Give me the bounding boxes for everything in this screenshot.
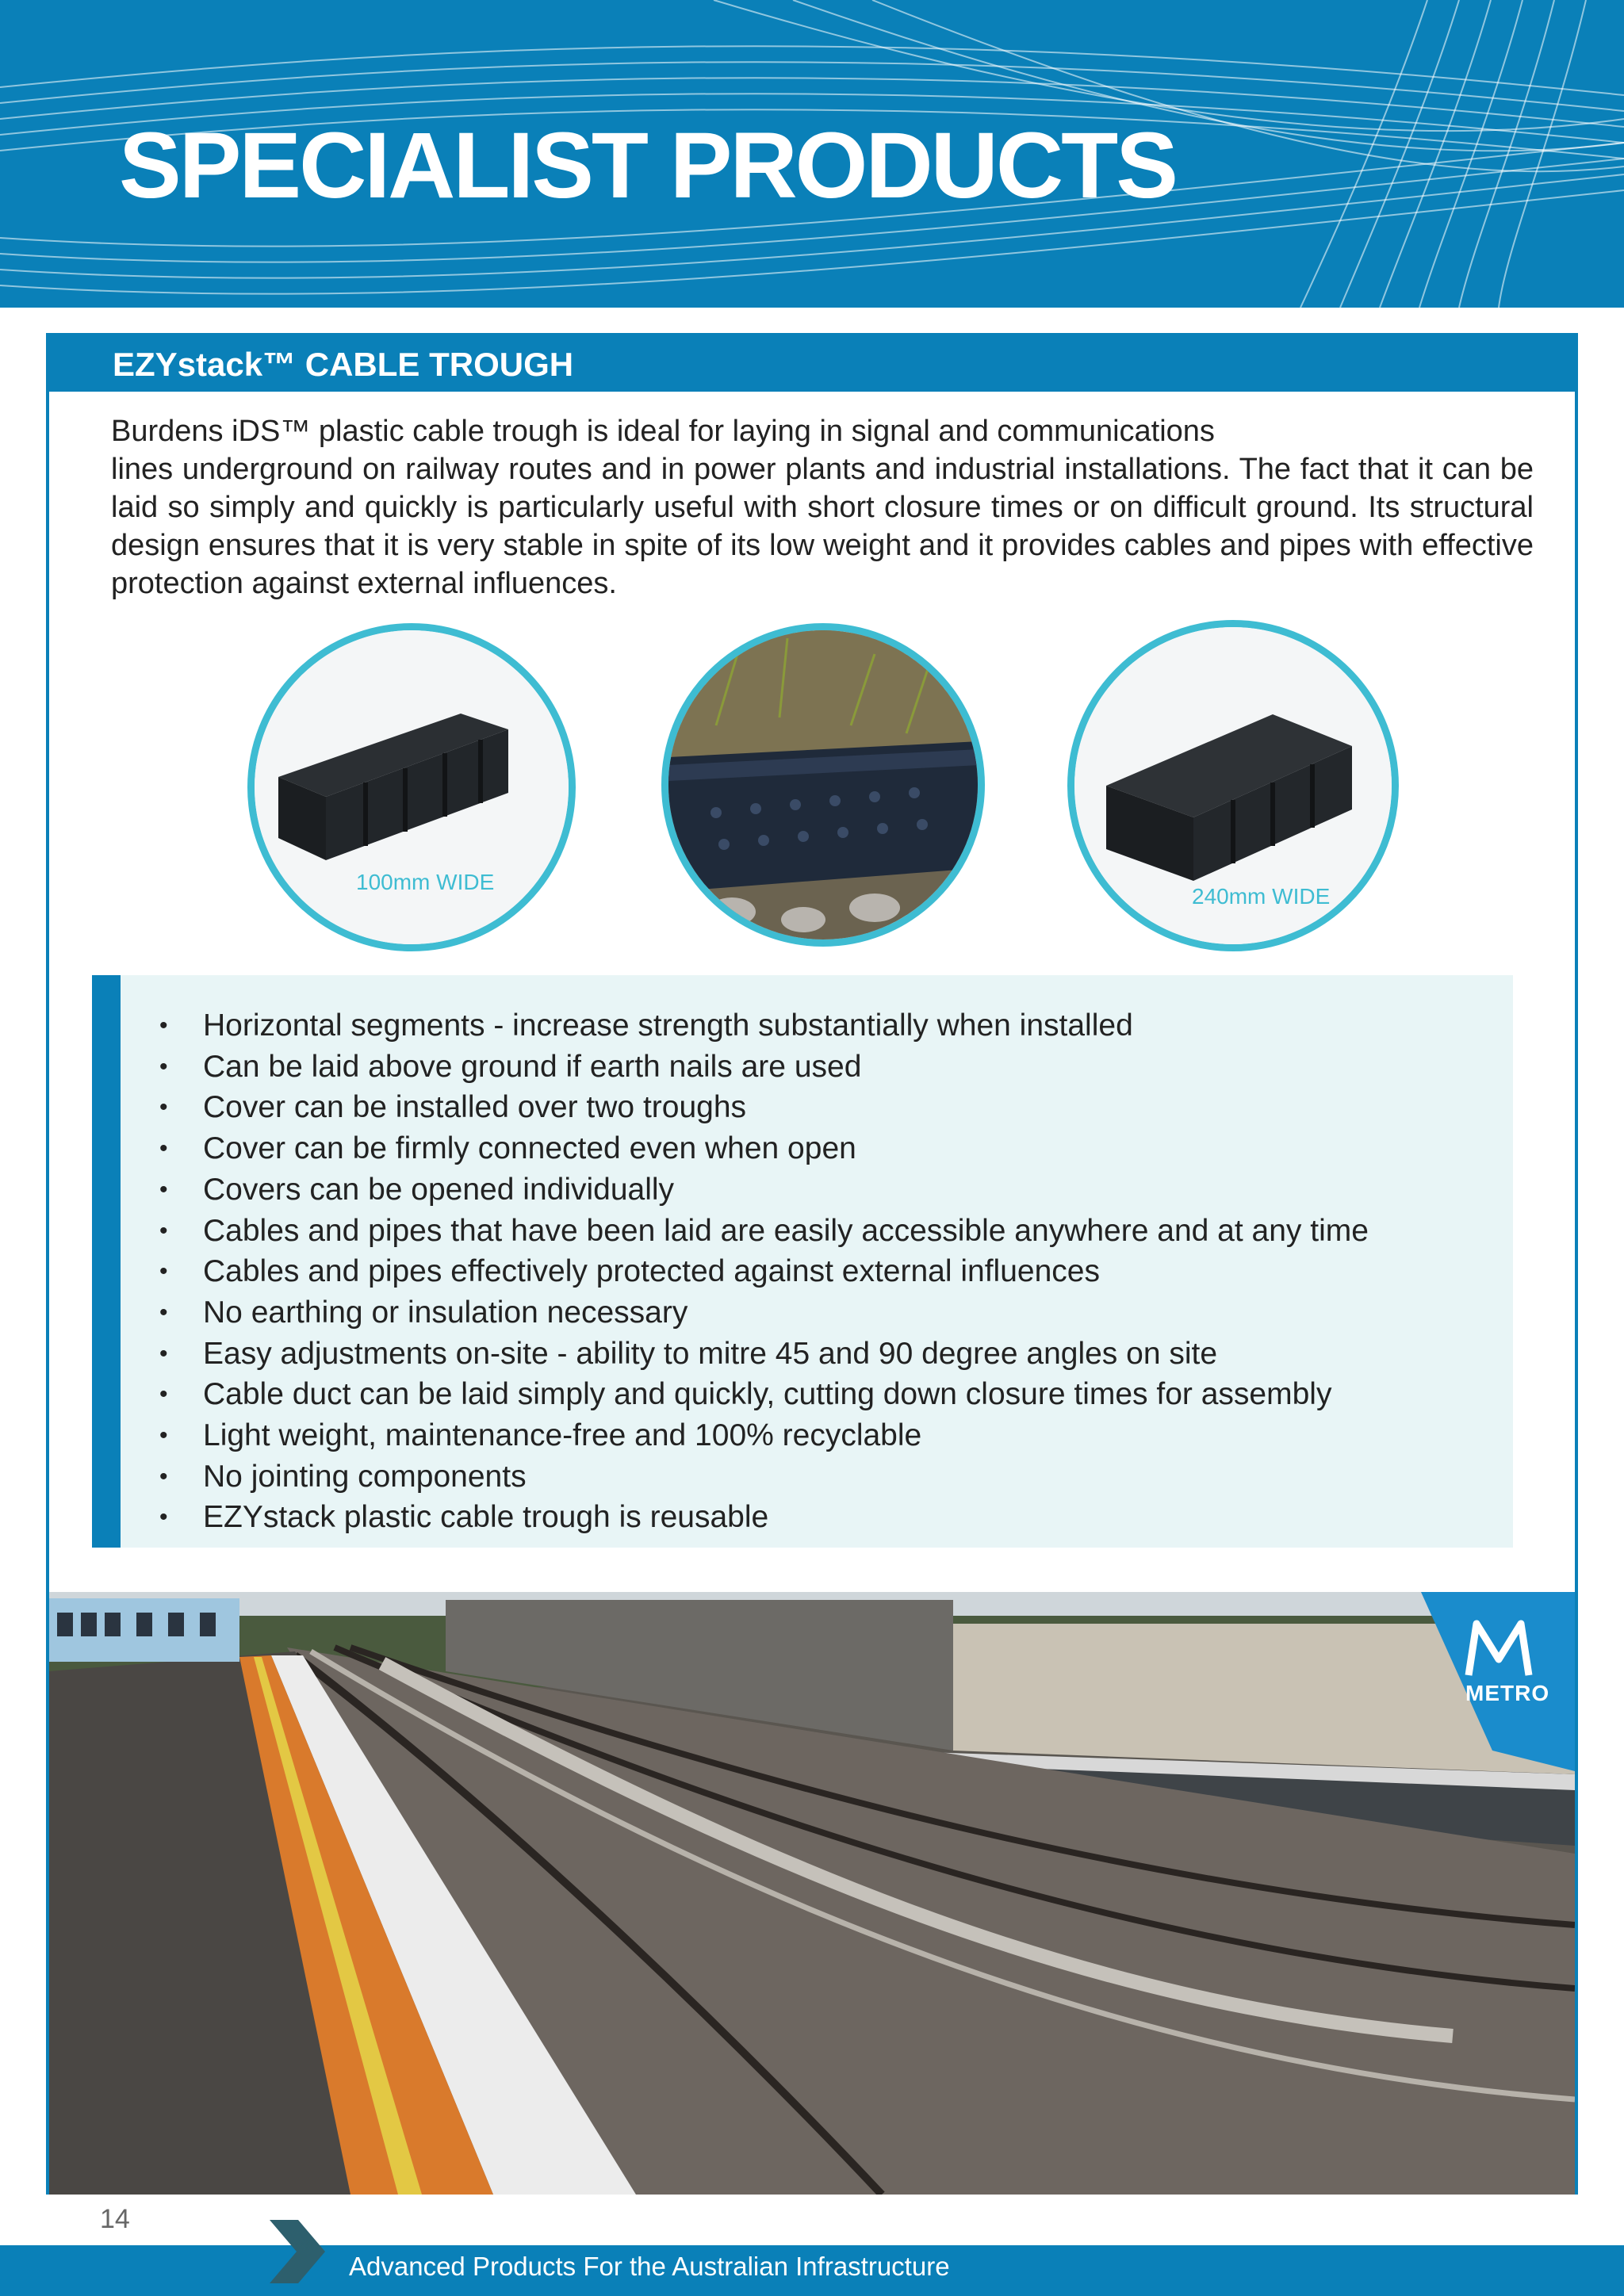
feature-item: • Horizontal segments - increase strength substantially when installed [203, 1005, 1369, 1047]
metro-logo-text: METRO [1465, 1681, 1550, 1705]
features-box [92, 975, 1513, 1548]
feature-item: • Cable duct can be laid simply and quickly, cutting down closure times for assembly [203, 1374, 1369, 1415]
panel-title-bar [49, 336, 1575, 392]
features-accent-bar [92, 975, 121, 1548]
railway-station-photo [49, 1592, 1575, 2195]
image-caption-240mm: 240mm WIDE [1192, 884, 1331, 909]
product-image-installed [661, 623, 985, 947]
feature-item: • No jointing components [203, 1456, 1369, 1498]
page-title: SPECIALIST PRODUCTS [119, 113, 1176, 218]
page-number: 14 [100, 2204, 130, 2234]
product-panel [46, 333, 1578, 2195]
cable-trough-100mm-image [255, 630, 572, 947]
product-image-100mm [247, 623, 576, 951]
feature-item: • EZYstack plastic cable trough is reusable [203, 1497, 1369, 1538]
feature-item: • Cover can be firmly connected even when open [203, 1128, 1369, 1169]
installed-trough-image [668, 630, 979, 941]
description-line-1: Burdens iDS™ plastic cable trough is ideal for laying in signal and communications [111, 415, 1215, 448]
footer-tagline: Advanced Products For the Australian Infrastructure [349, 2252, 950, 2281]
image-caption-100mm: 100mm WIDE [356, 870, 495, 894]
page-header [0, 0, 1624, 308]
product-description [111, 412, 1534, 603]
feature-item: • Easy adjustments on-site - ability to mitre 45 and 90 degree angles on site [203, 1334, 1369, 1375]
feature-item: • Light weight, maintenance-free and 100% recyclable [203, 1415, 1369, 1456]
chevron-right-icon [270, 2220, 325, 2283]
feature-item: • No earthing or insulation necessary [203, 1292, 1369, 1334]
feature-item: • Cables and pipes effectively protected against external influences [203, 1251, 1369, 1292]
feature-item: • Cover can be installed over two troughs [203, 1087, 1369, 1128]
feature-item: • Cables and pipes that have been laid are easily accessible anywhere and at any time [203, 1211, 1369, 1252]
product-image-240mm [1067, 620, 1399, 951]
product-title: EZYstack™ CABLE TROUGH [113, 346, 574, 383]
description-body: lines underground on railway routes and in power plants and industrial installations. The fact that it can be laid so simply and quickly is particularly useful with short closure times or on difficult ground. Its structural design ensures that it is very stable in spite of its low weight and it provides cables and pipes with effective protection against external influences. [111, 453, 1534, 600]
features-list [203, 1005, 1369, 1538]
railway-scene-image [49, 1592, 1575, 2195]
feature-item: • Can be laid above ground if earth nails are used [203, 1047, 1369, 1088]
feature-item: • Covers can be opened individually [203, 1169, 1369, 1211]
